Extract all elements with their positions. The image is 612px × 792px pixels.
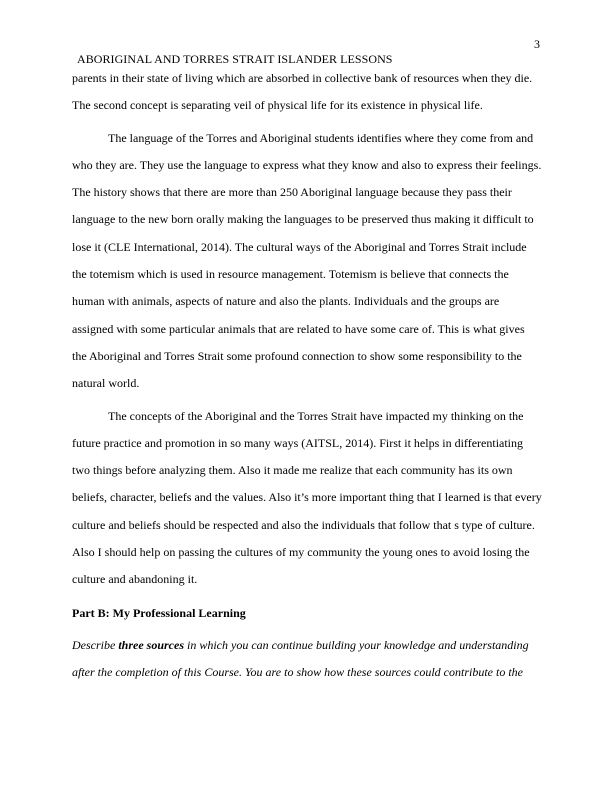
section-heading: Part B: My Professional Learning xyxy=(72,605,246,620)
page-number: 3 xyxy=(534,37,540,51)
instructions-emphasis: three sources xyxy=(118,637,184,652)
paragraph-continuation: parents in their state of living which are absorbed in collective bank of resources when they die. The second concept is separating veil of physical life for its existence in physical life. xyxy=(72,71,533,113)
paragraph-concepts: The concepts of the Aboriginal and the Torres Strait have impacted my thinking on the future practice and promotion in so many ways (AITSL, 2014). First it helps in differentiating two things before analyzing them. Also it made me realize that each community has its own beliefs, character, beliefs and the values. Also it’s more important thing that I learned is that every culture and beliefs should be respected and also the individuals that follow that s type of culture. Also I should help on passing the cultures of my community the young ones to avoid losing the culture and abandoning it. xyxy=(72,408,542,587)
instructions-text xyxy=(72,632,542,687)
document-body xyxy=(72,65,542,687)
instructions-before: Describe xyxy=(72,637,119,652)
paragraph-language: The language of the Torres and Aboriginal students identifies where they come from and who they are. They use the language to express what they know and also to express their feelings. The history shows that there are more than 250 Aboriginal language because they pass their language to the new born orally making the languages to be preserved thus making it difficult to lose it (CLE International, 2014). The cultural ways of the Aboriginal and Torres Strait include the totemism which is used in resource management. Totemism is believe that connects the human with animals, aspects of nature and also the plants. Individuals and the groups are assigned with some particular animals that are related to have some care of. This is what gives the Aboriginal and Torres Strait some profound connection to show some responsibility to the natural world. xyxy=(72,130,542,391)
running-head: ABORIGINAL AND TORRES STRAIT ISLANDER LESSONS xyxy=(77,52,393,66)
instructions-after: in which you can continue building your knowledge and understanding after the completion of this Course. You are to show how these sources could contribute to the xyxy=(72,637,529,680)
